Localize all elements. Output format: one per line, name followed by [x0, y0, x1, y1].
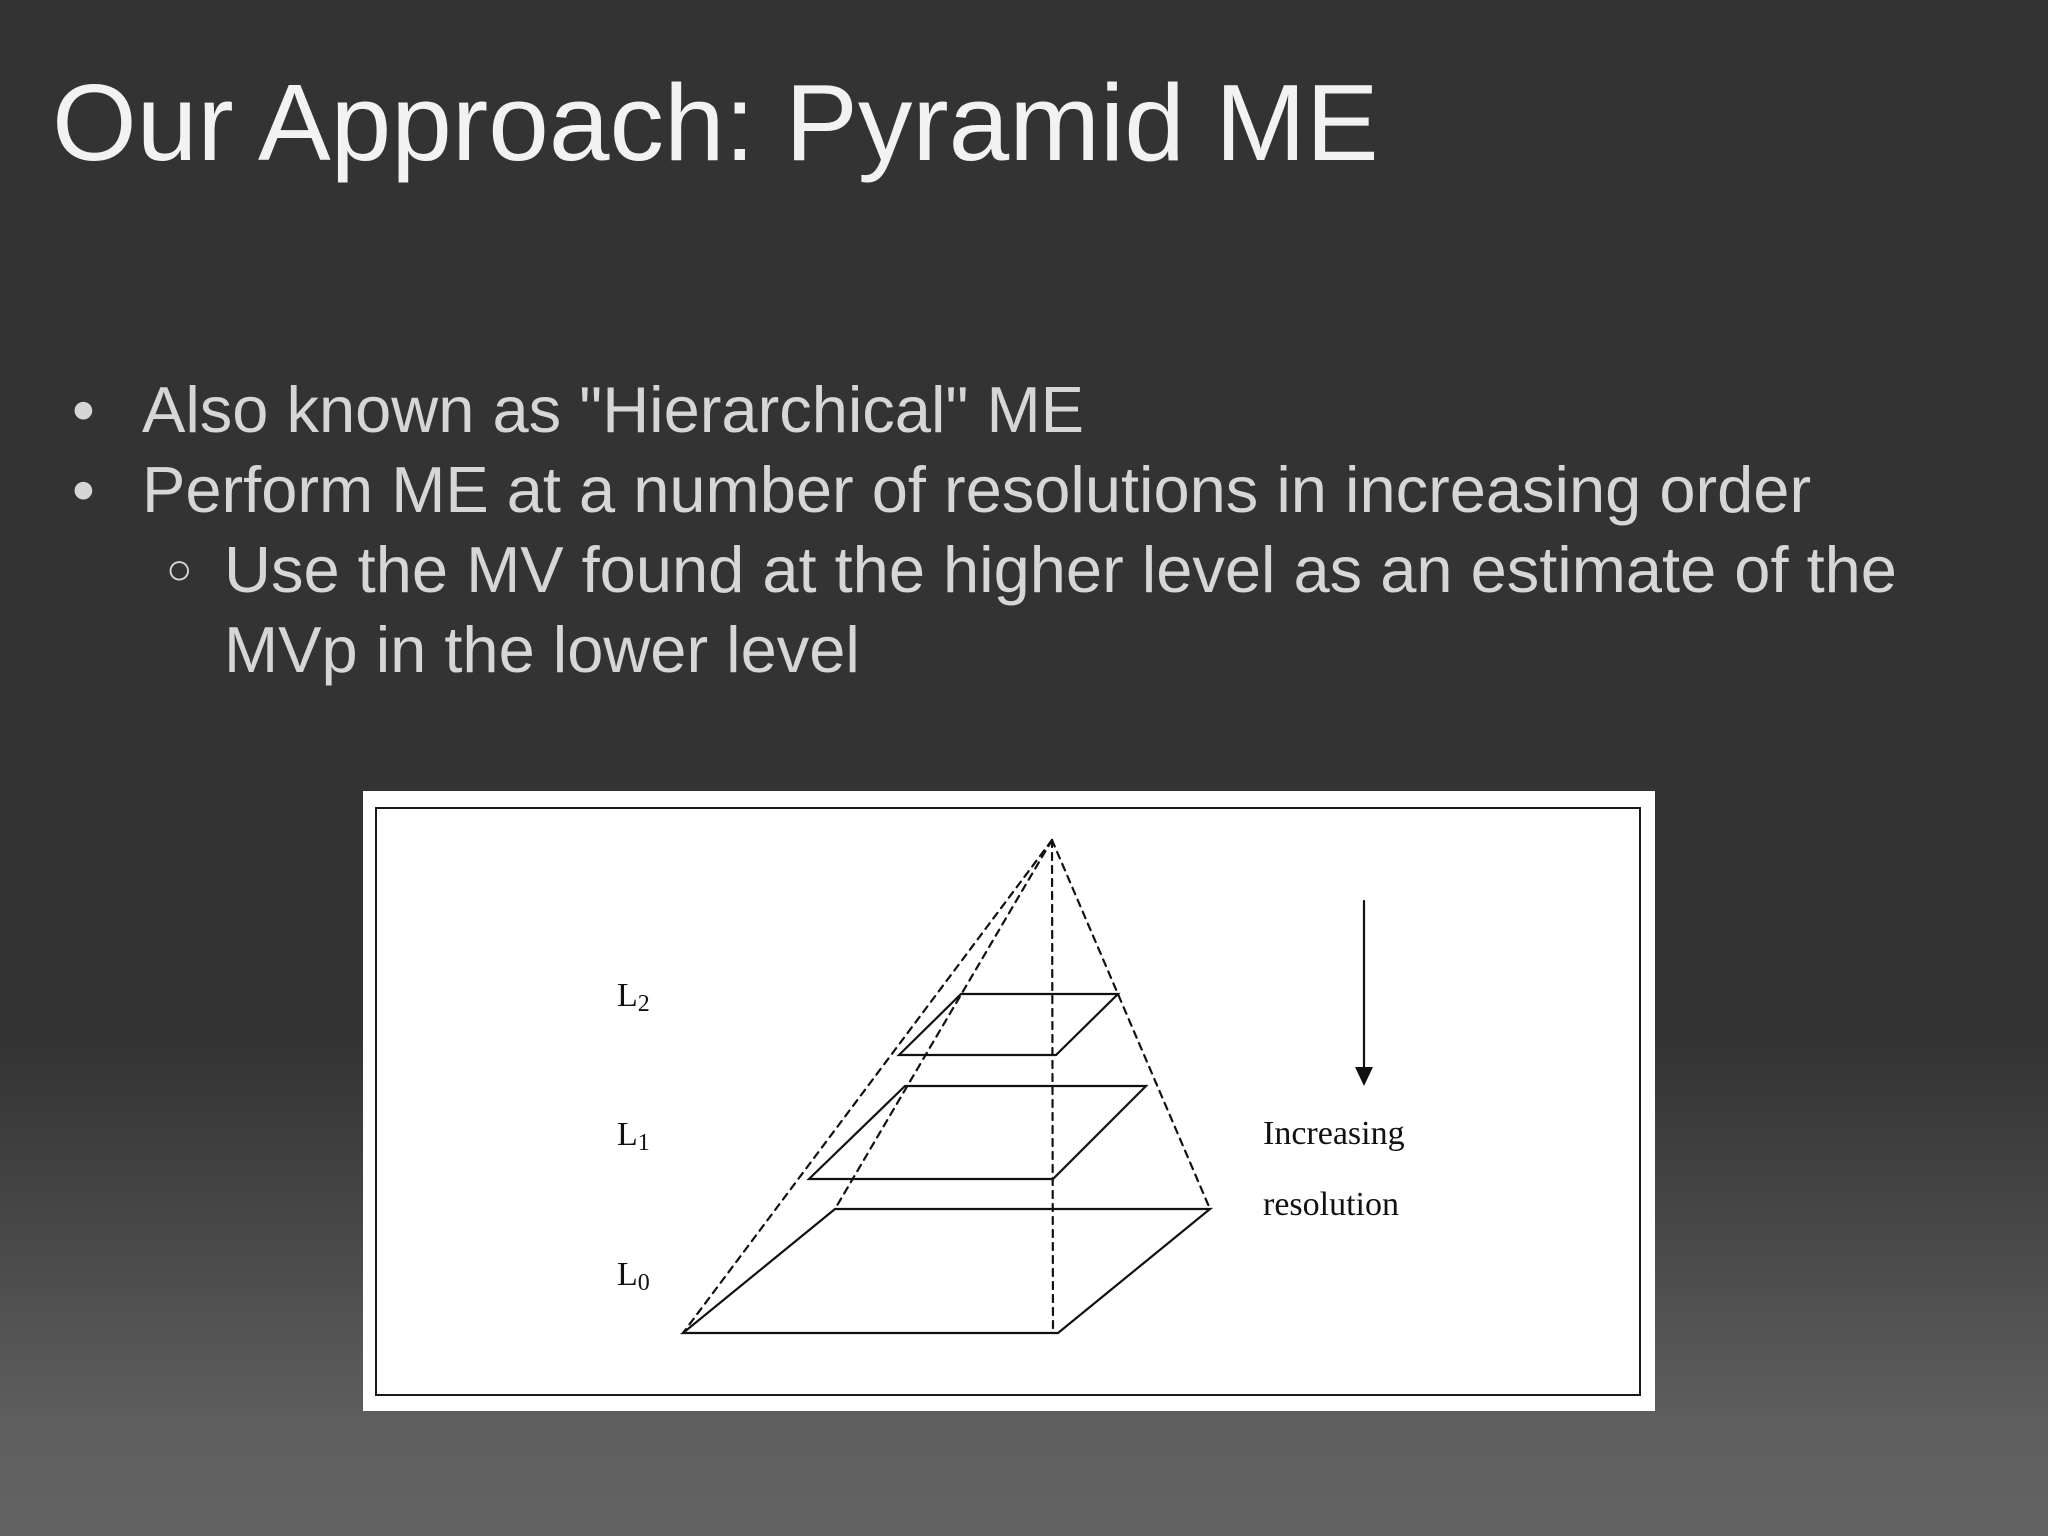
slide-title: Our Approach: Pyramid ME [52, 62, 1379, 184]
resolution-arrow-head [1355, 1067, 1373, 1086]
pyramid-level-1-plane [809, 1086, 1146, 1179]
bullet-text: Perform ME at a number of resolutions in increasing order [142, 453, 1812, 526]
level-label-1: L1 [617, 1116, 650, 1156]
sub-bullet-item [0, 530, 1914, 690]
bullet-list [0, 370, 2048, 690]
level-label-2: L2 [617, 977, 650, 1017]
sub-bullet-marker: ○ [166, 545, 193, 594]
sub-bullet-text: Use the MV found at the higher level as an estimate of the MVp in the lower level [224, 533, 1897, 686]
bullet-marker: • [72, 373, 95, 446]
pyramid-edge-back-left [835, 840, 1052, 1209]
pyramid-edge-right [1052, 840, 1210, 1209]
bullet-text: Also known as "Hierarchical" ME [142, 373, 1085, 446]
pyramid-diagram [363, 791, 1655, 1411]
arrow-caption-line-2: resolution [1263, 1186, 1399, 1223]
bullet-marker: • [72, 453, 95, 526]
level-label-0: L0 [617, 1256, 650, 1296]
bullet-item [0, 370, 2048, 450]
pyramid-figure [363, 791, 1655, 1411]
bullet-item [0, 450, 2048, 530]
arrow-caption-line-1: Increasing [1263, 1115, 1405, 1152]
